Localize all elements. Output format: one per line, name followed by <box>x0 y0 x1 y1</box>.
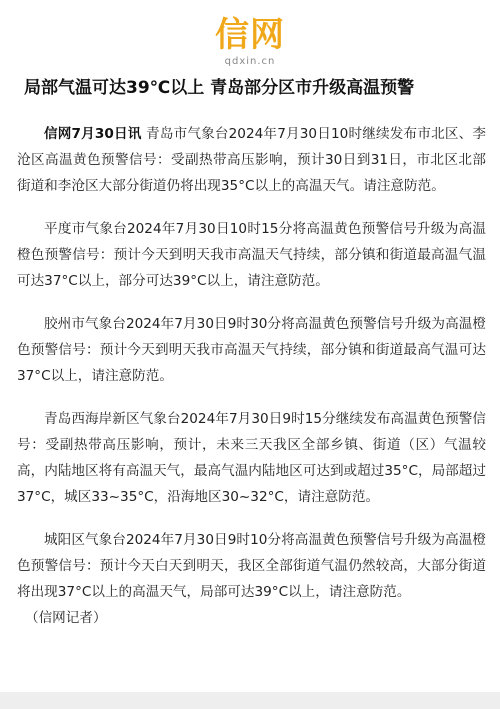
paragraph-text: 青岛市气象台2024年7月30日10时继续发布市北区、李沧区高温黄色预警信号：受副热带高压影响，预计30日到31日，市北区北部街道和李沧区大部分街道仍将出现35°C以上的高温天气。请注意防范。 <box>17 126 486 194</box>
article-paragraph: 平度市气象台2024年7月30日10时15分将高温黄色预警信号升级为高温橙色预警信号：预计今天到明天我市高温天气持续，部分镇和街道最高温气温可达37°C以上，部分可达39°C以上，请注意防范。 <box>17 221 486 289</box>
article-paragraph: 城阳区气象台2024年7月30日9时10分将高温黄色预警信号升级为高温橙色预警信号：预计今天白天到明天，我区全部街道气温仍然较高，大部分街道将出现37°C以上的高温天气，局部可达39°C以上，请注意防范。 <box>17 532 486 600</box>
article-body <box>17 121 486 631</box>
footer-bar <box>0 692 500 709</box>
logo-text: 信网 <box>215 15 285 55</box>
site-logo[interactable] <box>0 16 500 68</box>
article-byline: （信网记者） <box>25 610 107 626</box>
article-paragraph <box>17 121 486 199</box>
article-paragraph: 胶州市气象台2024年7月30日9时30分将高温黄色预警信号升级为高温橙色预警信号：预计今天到明天我市高温天气持续，部分镇和街道最高气温可达37°C以上，请注意防范。 <box>17 316 486 384</box>
logo-domain: qdxin.cn <box>224 56 276 67</box>
article-dateline: 信网7月30日讯 <box>44 126 142 142</box>
article-paragraph: 青岛西海岸新区气象台2024年7月30日9时15分继续发布高温黄色预警信号：受副热带高压影响，预计，未来三天我区全部乡镇、街道（区）气温较高，内陆地区将有高温天气，最高气温内陆地区可达到或超过35°C，局部超过37°C，城区33~35°C，沿海地区30~32°C，请注意防范。 <box>17 411 486 505</box>
article-title: 局部气温可达39℃以上 青岛部分区市升级高温预警 <box>24 78 415 98</box>
